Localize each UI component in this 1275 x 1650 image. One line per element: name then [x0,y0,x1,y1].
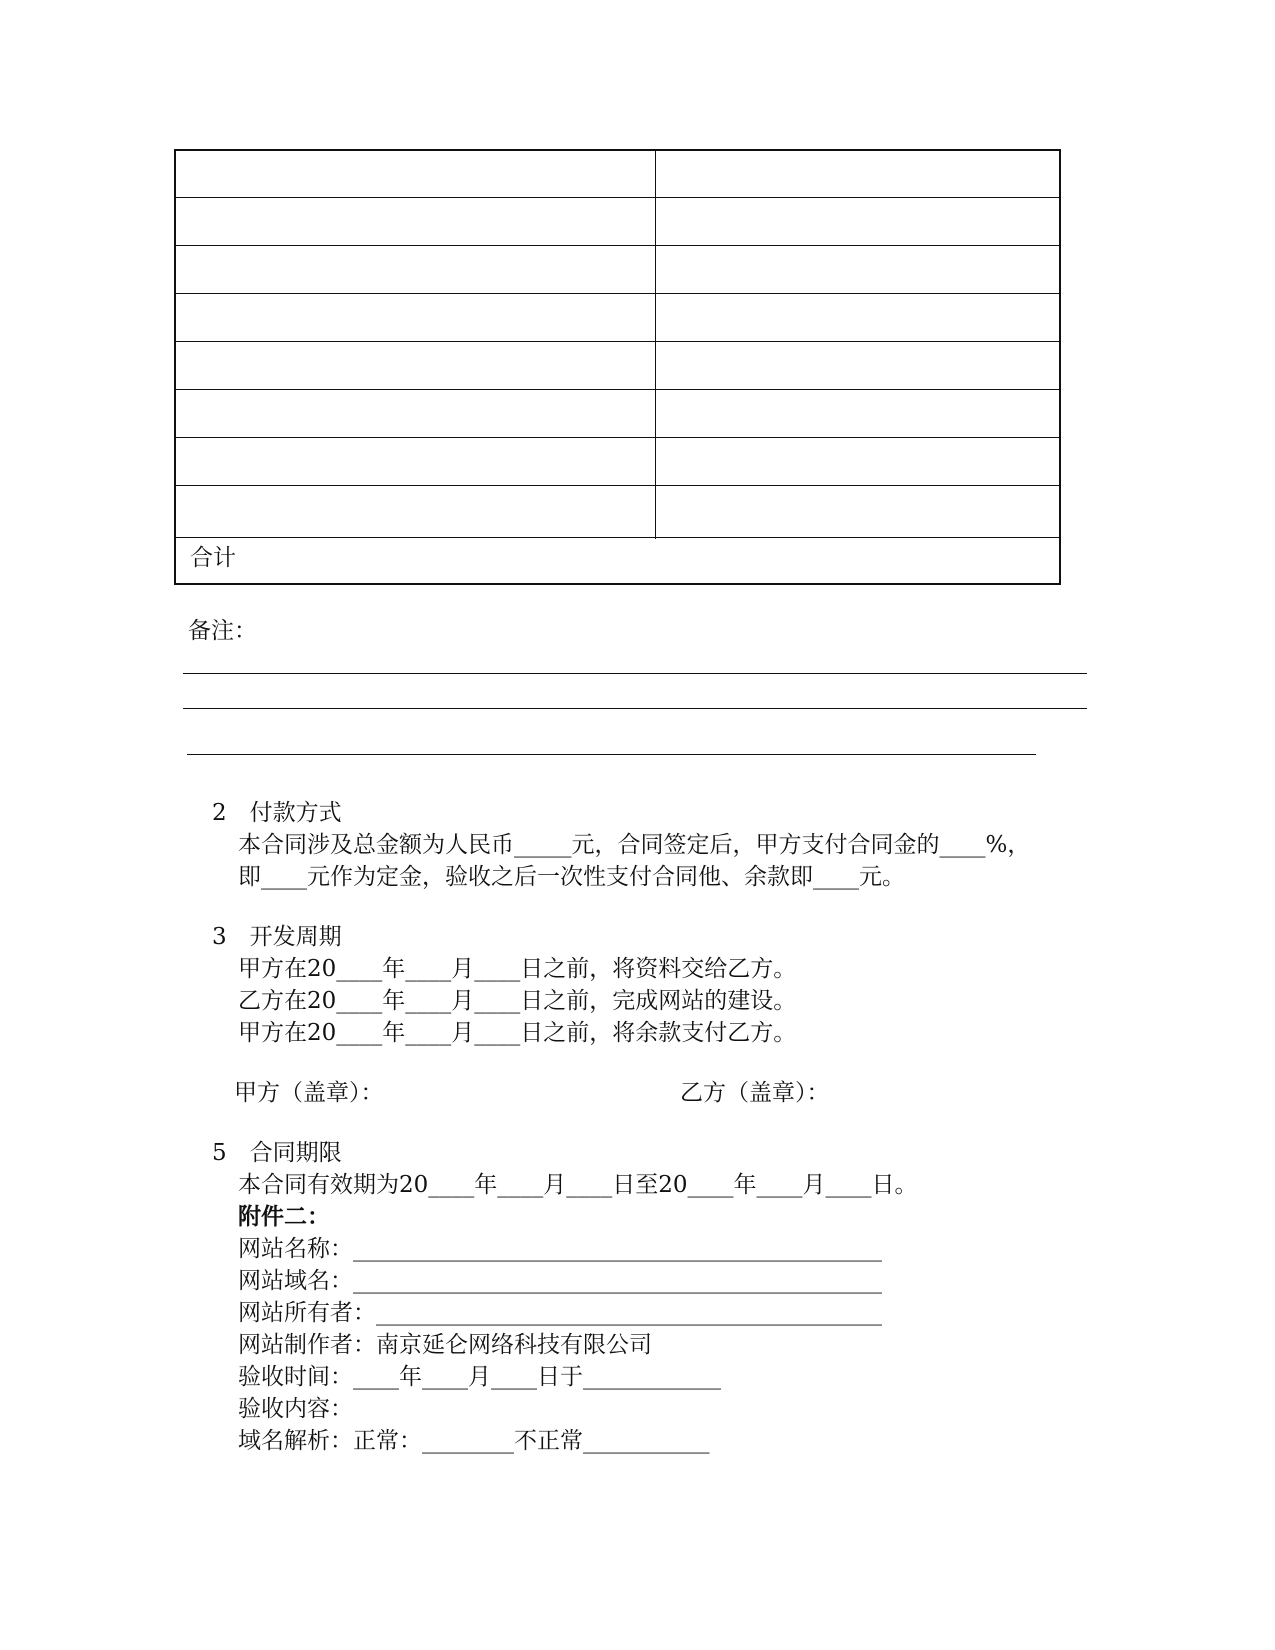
table-row-divider [176,341,1059,342]
section-heading-schedule: 3 开发周期 [212,924,342,950]
party-b-seal: 乙方（盖章）： [680,1080,830,1106]
payment-line-2: 即____元作为定金，验收之后一次性支付合同他、余款即____元。 [238,864,905,890]
table-row-divider [176,537,1059,538]
table-row-divider [176,485,1059,486]
acceptance-time-field: 验收时间：____年____月____日于____________ [238,1364,721,1390]
table-row-divider [176,437,1059,438]
schedule-line-1: 甲方在20____年____月____日之前，将资料交给乙方。 [238,956,797,982]
remarks-line [183,673,1087,674]
site-maker-field: 网站制作者：南京延仑网络科技有限公司 [238,1332,652,1358]
section-heading-payment: 2 付款方式 [212,800,342,826]
payment-line-1: 本合同涉及总金额为人民币_____元，合同签定后，甲方支付合同金的____%， [238,832,1031,858]
table-row-divider [176,245,1059,246]
term-line-1: 本合同有效期为20____年____月____日至20____年____月____日。 [238,1172,918,1198]
remarks-line [183,708,1087,709]
schedule-line-2: 乙方在20____年____月____日之前，完成网站的建设。 [238,988,797,1014]
site-owner-field: 网站所有者：____________________________________________ [238,1300,882,1326]
table-total-label: 合计 [190,545,236,571]
site-name-field: 网站名称：______________________________________________ [238,1236,882,1262]
table-row-divider [176,197,1059,198]
attachment-title: 附件二： [238,1203,330,1230]
schedule-line-3: 甲方在20____年____月____日之前，将余款支付乙方。 [238,1020,797,1046]
remarks-label: 备注： [188,618,257,644]
table-column-divider [655,151,656,539]
remarks-line [187,754,1036,755]
items-table [174,149,1061,585]
site-domain-field: 网站域名：______________________________________________ [238,1268,882,1294]
table-row-divider [176,389,1059,390]
dns-resolution-field: 域名解析：正常：________不正常___________ [238,1428,710,1454]
party-a-seal: 甲方（盖章）： [234,1080,384,1106]
section-heading-term: 5 合同期限 [212,1140,342,1166]
acceptance-content-field: 验收内容： [238,1396,353,1422]
table-row-divider [176,293,1059,294]
